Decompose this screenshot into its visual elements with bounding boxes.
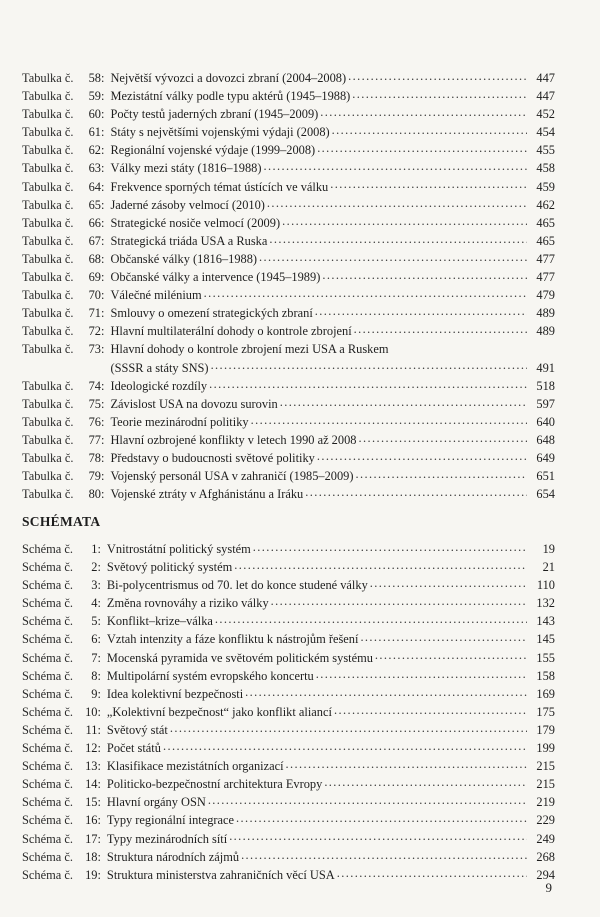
entry-title: Hlavní multilaterální dohody o kontrole zbrojení	[110, 324, 352, 339]
entry-page: 459	[536, 179, 555, 194]
dot-leader	[305, 487, 527, 498]
entry-label: Schéma č.	[22, 542, 73, 556]
entry-title: Vztah intenzity a fáze konfliktu k nástrojům řešení	[106, 632, 359, 647]
entry-label: Tabulka č.	[22, 215, 74, 230]
dot-leader	[271, 596, 527, 607]
entry-page: 518	[536, 378, 555, 393]
toc-entry	[22, 395, 555, 413]
entry-title: Největší vývozci a dovozci zbraní (2004–2008)	[110, 71, 347, 85]
dot-leader	[316, 669, 527, 680]
toc-entry	[22, 649, 555, 667]
entry-title-line2	[110, 359, 555, 377]
entry-label: Tabulka č.	[22, 233, 74, 248]
toc-entry	[22, 775, 555, 793]
entry-title: Frekvence sporných témat ústících ve válku	[110, 179, 329, 194]
entry-number: 13:	[85, 759, 101, 774]
entry-title: Struktura národních zájmů	[106, 849, 240, 864]
entry-label: Tabulka č.	[22, 450, 74, 465]
entry-page: 465	[536, 215, 555, 230]
entry-page: 158	[536, 668, 555, 683]
entry-label: Tabulka č.	[22, 89, 74, 104]
toc-entry	[22, 431, 555, 449]
entry-label: Schéma č.	[22, 650, 73, 665]
entry-label: Tabulka č.	[22, 469, 74, 484]
dot-leader	[360, 632, 527, 643]
toc-entry	[22, 612, 555, 630]
entry-title: Struktura ministerstva zahraničních věcí USA	[106, 867, 335, 882]
entry-title: Závislost USA na dovozu surovin	[110, 396, 278, 411]
entry-title: Představy o budoucnosti světové politiky	[110, 450, 315, 465]
entry-label: Tabulka č.	[22, 378, 74, 393]
entry-label: Tabulka č.	[22, 324, 74, 339]
entry-number: 1:	[91, 542, 101, 556]
toc-entry	[22, 377, 555, 395]
dot-leader	[236, 813, 527, 824]
toc-entry	[22, 250, 555, 268]
entry-page: 110	[536, 578, 555, 593]
entry-title: Strategická triáda USA a Ruska	[110, 233, 268, 248]
entry-number: 8:	[91, 668, 101, 683]
entry-number: 64:	[88, 179, 105, 194]
entry-page: 651	[536, 469, 555, 484]
dot-leader	[322, 270, 527, 281]
toc-entry	[22, 123, 555, 141]
dot-leader	[334, 705, 527, 716]
entry-page: 155	[536, 650, 555, 665]
schemes-list	[22, 540, 555, 884]
entry-title: Počty testů jaderných zbraní (1945–2009)	[110, 107, 319, 122]
entry-page: 21	[542, 560, 555, 575]
toc-entry	[22, 866, 555, 884]
toc-entry	[22, 558, 555, 576]
entry-label: Tabulka č.	[22, 487, 74, 502]
entry-label: Schéma č.	[22, 759, 73, 774]
entry-title: Bi-polycentrismus od 70. let do konce studené války	[106, 578, 368, 593]
dot-leader	[264, 161, 527, 172]
dot-leader	[332, 125, 527, 136]
entry-title: „Kolektivní bezpečnost“ jako konflikt aliancí	[106, 704, 332, 719]
entry-page: 215	[536, 777, 555, 792]
dot-leader	[241, 850, 527, 861]
dot-leader	[282, 216, 527, 227]
entry-title: Klasifikace mezistátních organizací	[106, 759, 284, 774]
dot-leader	[280, 397, 527, 408]
dot-leader	[315, 306, 527, 317]
entry-label: Schéma č.	[22, 578, 73, 593]
entry-page: 479	[536, 288, 555, 303]
entry-number: 12:	[85, 741, 101, 756]
dot-leader	[324, 777, 527, 788]
entry-number: 60:	[88, 107, 105, 122]
toc-entry	[22, 485, 555, 503]
entry-title: Státy s největšími vojenskými výdaji (2008)	[110, 125, 330, 140]
entry-number: 66:	[88, 215, 105, 230]
entry-number: 74:	[88, 378, 105, 393]
entry-number: 71:	[88, 306, 105, 321]
entry-page: 454	[536, 125, 555, 140]
entry-number: 69:	[88, 270, 105, 285]
entry-page: 215	[536, 759, 555, 774]
entry-title: Idea kolektivní bezpečnosti	[106, 686, 244, 701]
dot-leader	[209, 379, 527, 390]
toc-entry	[22, 811, 555, 829]
toc-entry	[22, 540, 555, 558]
entry-page: 145	[536, 632, 555, 647]
entry-label: Tabulka č.	[22, 161, 74, 176]
toc-entry	[22, 576, 555, 594]
entry-number: 80:	[88, 487, 105, 502]
entry-label: Schéma č.	[22, 741, 73, 756]
entry-page: 219	[536, 795, 555, 810]
entry-number: 61:	[88, 125, 105, 140]
entry-page: 294	[536, 867, 555, 882]
entry-page: 648	[536, 432, 555, 447]
dot-leader	[375, 651, 527, 662]
entry-title: Teorie mezinárodní politiky	[110, 414, 249, 429]
entry-title: Vojenský personál USA v zahraničí (1985–2009)	[110, 469, 354, 484]
entry-number: 4:	[91, 596, 101, 611]
toc-entry	[22, 467, 555, 485]
entry-number: 11:	[85, 722, 101, 737]
entry-title: Války mezi státy (1816–1988)	[110, 161, 262, 176]
entry-page: 452	[536, 107, 555, 122]
toc-entry	[22, 87, 555, 105]
toc-entry	[22, 69, 555, 87]
toc-entry	[22, 178, 555, 196]
entry-title: Občanské války a intervence (1945–1989)	[110, 270, 321, 285]
entry-label: Tabulka č.	[22, 306, 74, 321]
entry-page: 465	[536, 233, 555, 248]
entry-page: 229	[536, 813, 555, 828]
entry-title: Válečné milénium	[110, 288, 202, 303]
dot-leader	[234, 560, 527, 571]
entry-label: Schéma č.	[22, 704, 73, 719]
entry-label: Schéma č.	[22, 560, 73, 575]
entry-label: Tabulka č.	[22, 125, 74, 140]
dot-leader	[337, 868, 527, 879]
entry-label: Schéma č.	[22, 614, 73, 629]
entry-label: Tabulka č.	[22, 107, 74, 122]
toc-entry	[22, 159, 555, 177]
entry-page: 458	[536, 161, 555, 176]
entry-page: 143	[536, 614, 555, 629]
toc-entry	[22, 830, 555, 848]
dot-leader	[317, 143, 527, 154]
entry-title: Vnitrostátní politický systém	[106, 542, 251, 556]
tables-list	[22, 69, 555, 503]
entry-page: 268	[536, 849, 555, 864]
toc-entry	[22, 286, 555, 304]
entry-title: Ideologické rozdíly	[110, 378, 208, 393]
entry-title: Občanské války (1816–1988)	[110, 251, 258, 266]
entry-title: Multipolární systém evropského koncertu	[106, 668, 314, 683]
entry-number: 75:	[88, 396, 105, 411]
dot-leader	[215, 614, 527, 625]
toc-entry	[22, 630, 555, 648]
entry-label: Tabulka č.	[22, 432, 74, 447]
entry-number: 59:	[88, 89, 105, 104]
entry-number: 9:	[91, 686, 101, 701]
dot-leader	[348, 71, 527, 82]
entry-page: 597	[536, 396, 555, 411]
entry-label: Tabulka č.	[22, 197, 74, 212]
entry-label: Schéma č.	[22, 722, 73, 737]
toc-entry	[22, 848, 555, 866]
entry-label: Tabulka č.	[22, 71, 74, 85]
toc-entry	[22, 703, 555, 721]
entry-number: 10:	[85, 704, 101, 719]
dot-leader	[170, 723, 527, 734]
toc-entry	[22, 594, 555, 612]
entry-number: 15:	[85, 795, 101, 810]
entry-page: 491	[536, 360, 555, 375]
entry-number: 65:	[88, 197, 105, 212]
entry-number: 19:	[85, 867, 101, 882]
entry-title: Politicko-bezpečnostní architektura Evropy	[106, 777, 323, 792]
entry-label: Tabulka č.	[22, 143, 74, 158]
dot-leader	[330, 180, 527, 191]
entry-number: 76:	[88, 414, 105, 429]
entry-title: Mocenská pyramida ve světovém politickém systému	[106, 650, 373, 665]
dot-leader	[356, 469, 527, 480]
toc-entry	[22, 268, 555, 286]
toc-entry	[22, 214, 555, 232]
entry-label: Schéma č.	[22, 632, 73, 647]
entry-number: 79:	[88, 469, 105, 484]
entry-number: 16:	[85, 813, 101, 828]
entry-label: Tabulka č.	[22, 342, 74, 357]
entry-label: Schéma č.	[22, 686, 73, 701]
toc-entry	[22, 449, 555, 467]
toc-entry	[22, 793, 555, 811]
entry-number: 6:	[91, 632, 101, 647]
entry-title: Světový politický systém	[106, 560, 233, 575]
entry-title: Hlavní ozbrojené konflikty v letech 1990 až 2008	[110, 432, 357, 447]
entry-page: 489	[536, 324, 555, 339]
entry-number: 17:	[85, 831, 101, 846]
entry-label: Tabulka č.	[22, 396, 74, 411]
toc-entry	[22, 757, 555, 775]
entry-label: Tabulka č.	[22, 288, 74, 303]
entry-label: Schéma č.	[22, 813, 73, 828]
toc-entry	[22, 105, 555, 123]
entry-title: Strategické nosiče velmocí (2009)	[110, 215, 281, 230]
entry-number: 5:	[91, 614, 101, 629]
toc-entry	[22, 685, 555, 703]
dot-leader	[317, 451, 527, 462]
entry-title: Jaderné zásoby velmocí (2010)	[110, 197, 265, 212]
dot-leader	[163, 741, 527, 752]
dot-leader	[259, 252, 527, 263]
entry-page: 19	[542, 542, 555, 556]
entry-title: Konflikt–krize–válka	[106, 614, 213, 629]
entry-title: Typy regionální integrace	[106, 813, 235, 828]
entry-number: 63:	[88, 161, 105, 176]
entry-title: Smlouvy o omezení strategických zbraní	[110, 306, 313, 321]
dot-leader	[269, 234, 527, 245]
toc-entry	[22, 322, 555, 340]
entry-page: 477	[536, 251, 555, 266]
dot-leader	[253, 542, 527, 553]
entry-number: 3:	[91, 578, 101, 593]
entry-number: 72:	[88, 324, 105, 339]
entry-title-continued: (SSSR a státy SNS)	[110, 360, 209, 375]
entry-label: Schéma č.	[22, 849, 73, 864]
entry-page: 169	[536, 686, 555, 701]
entry-number: 67:	[88, 233, 105, 248]
entry-label: Schéma č.	[22, 596, 73, 611]
entry-page: 455	[536, 143, 555, 158]
toc-entry	[22, 196, 555, 214]
entry-title: Regionální vojenské výdaje (1999–2008)	[110, 143, 316, 158]
dot-leader	[208, 795, 527, 806]
entry-page: 179	[536, 722, 555, 737]
entry-page: 199	[536, 741, 555, 756]
dot-leader	[354, 324, 527, 335]
entry-page: 477	[536, 270, 555, 285]
page-number: 9	[545, 880, 552, 895]
entry-page: 654	[536, 487, 555, 502]
entry-number: 78:	[88, 450, 105, 465]
entry-number: 58:	[88, 71, 105, 85]
dot-leader	[320, 107, 527, 118]
entry-number: 7:	[91, 650, 101, 665]
entry-page: 447	[536, 89, 555, 104]
toc-entry	[22, 141, 555, 159]
entry-label: Tabulka č.	[22, 270, 74, 285]
entry-label: Schéma č.	[22, 867, 73, 882]
entry-number: 73:	[88, 342, 105, 357]
entry-page: 489	[536, 306, 555, 321]
entry-number: 2:	[91, 560, 101, 575]
entry-page: 649	[536, 450, 555, 465]
toc-entry	[22, 304, 555, 322]
dot-leader	[358, 433, 527, 444]
dot-leader	[204, 288, 527, 299]
dot-leader	[352, 89, 527, 100]
entry-page: 132	[536, 596, 555, 611]
section-heading-schemata: SCHÉMATA	[22, 514, 101, 529]
entry-title: Změna rovnováhy a riziko války	[106, 596, 269, 611]
dot-leader	[286, 759, 527, 770]
entry-title-block	[104, 340, 555, 376]
entry-label: Schéma č.	[22, 777, 73, 792]
entry-number: 70:	[88, 288, 105, 303]
entry-label: Tabulka č.	[22, 414, 74, 429]
entry-label: Tabulka č.	[22, 179, 74, 194]
entry-page: 640	[536, 414, 555, 429]
dot-leader	[229, 832, 527, 843]
entry-number: 18:	[85, 849, 101, 864]
entry-page: 175	[536, 704, 555, 719]
toc-entry	[22, 340, 555, 376]
dot-leader	[211, 361, 527, 372]
toc-entry	[22, 232, 555, 250]
toc-entry	[22, 721, 555, 739]
dot-leader	[370, 578, 527, 589]
dot-leader	[251, 415, 527, 426]
entry-label: Tabulka č.	[22, 251, 74, 266]
entry-title: Typy mezinárodních sítí	[106, 831, 228, 846]
entry-label: Schéma č.	[22, 795, 73, 810]
toc-entry	[22, 739, 555, 757]
entry-label: Schéma č.	[22, 831, 73, 846]
entry-title: Mezistátní války podle typu aktérů (1945–1988)	[110, 89, 351, 104]
entry-page: 249	[536, 831, 555, 846]
dot-leader	[245, 687, 527, 698]
entry-title: Vojenské ztráty v Afghánistánu a Iráku	[110, 487, 304, 502]
entry-number: 77:	[88, 432, 105, 447]
entry-title: Hlavní dohody o kontrole zbrojení mezi USA a Ruskem	[110, 342, 389, 357]
entry-page: 447	[536, 71, 555, 85]
entry-title: Počet států	[106, 741, 161, 756]
toc-entry	[22, 413, 555, 431]
entry-title: Světový stát	[106, 722, 168, 737]
entry-title: Hlavní orgány OSN	[106, 795, 206, 810]
dot-leader	[267, 198, 527, 209]
entry-number: 14:	[85, 777, 101, 792]
entry-number: 68:	[88, 251, 105, 266]
entry-label: Schéma č.	[22, 668, 73, 683]
toc-entry	[22, 667, 555, 685]
entry-page: 462	[536, 197, 555, 212]
entry-number: 62:	[88, 143, 105, 158]
